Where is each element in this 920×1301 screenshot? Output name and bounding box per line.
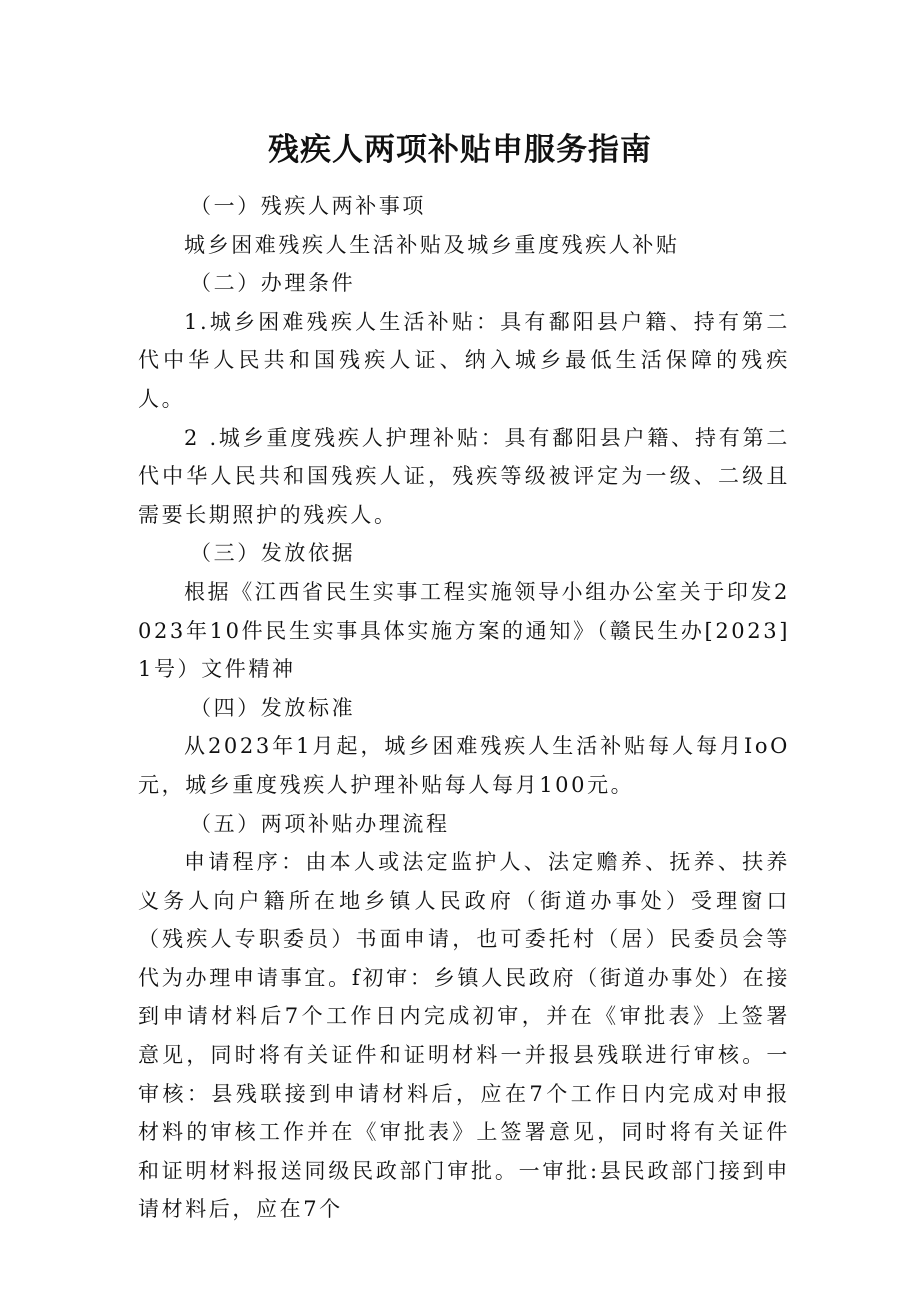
section-4-heading: （四）发放标准 <box>190 695 356 720</box>
section-1-heading: （一）残疾人两补事项 <box>190 194 426 218</box>
section-3-heading: （三）发放依据 <box>190 541 356 566</box>
section-1-body: 城乡困难残疾人生活补贴及城乡重度残疾人补贴 <box>184 232 680 257</box>
section-5-heading: （五）两项补贴办理流程 <box>190 811 450 836</box>
section-3-body: 根据《江西省民生实事工程实施领导小组办公室关于印发2023年10件民生实事具体实施方案的通知》（赣民生办[2023]1号）文件精神 <box>138 579 790 682</box>
section-5-body: 申请程序：由本人或法定监护人、法定赡养、抚养、扶养义务人向户籍所在地乡镇人民政府（街道办事处）受理窗口（残疾人专职委员）书面申请，也可委托村（居）民委员会等代为办理申请事宜。f初审：乡镇人民政府（街道办事处）在接到申请材料后7个工作日内完成初审，并在《审批表》上签署意见，同时将有关证件和证明材料一并报县残联进行审核。一审核：县残联接到申请材料后，应在7个工作日内完成对申报材料的审核工作并在《审批表》上签署意见，同时将有关证件和证明材料报送同级民政部门审批。一审批:县民政部门接到申请材料后，应在7个 <box>138 850 790 1222</box>
section-4-body: 从2023年1月起，城乡困难残疾人生活补贴每人每月IoO元，城乡重度残疾人护理补贴每人每月100元。 <box>138 734 790 797</box>
section-2-item-2: 2 .城乡重度残疾人护理补贴：具有鄱阳县户籍、持有第二代中华人民共和国残疾人证，残疾等级被评定为一级、二级且需要长期照护的残疾人。 <box>138 425 790 527</box>
section-2-heading: （二）办理条件 <box>190 271 356 296</box>
document-body <box>138 187 790 1229</box>
document-title: 残疾人两项补贴申服务指南 <box>268 132 652 168</box>
section-2-item-1: 1.城乡困难残疾人生活补贴：具有鄱阳县户籍、持有第二代中华人民共和国残疾人证、纳入城乡最低生活保障的残疾人。 <box>138 309 790 411</box>
